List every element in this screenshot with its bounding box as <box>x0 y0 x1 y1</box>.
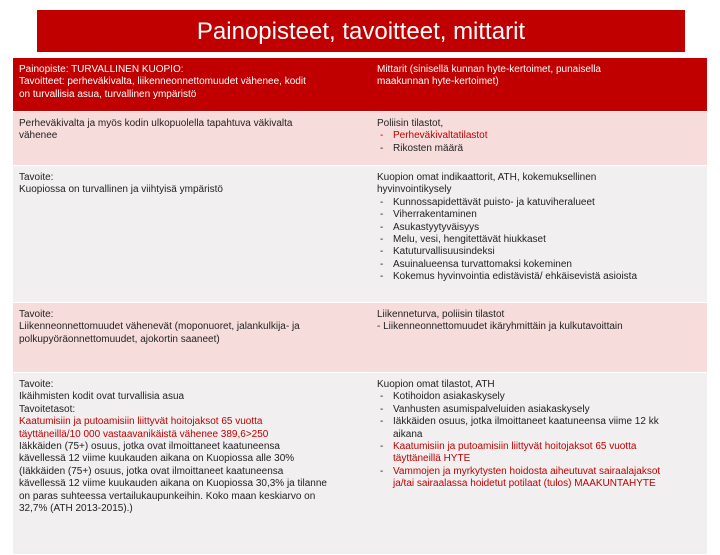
target-label: Tavoitetasot: <box>19 403 76 415</box>
header-focus-line: on turvallisia asua, turvallinen ympäristö <box>19 88 197 100</box>
metric-cell <box>371 303 707 373</box>
metric-title: Kuopion omat indikaattorit, ATH, kokemuksellinen <box>377 172 597 183</box>
goal-label: Tavoite: <box>19 172 54 183</box>
goal-cell <box>13 303 371 373</box>
header-metrics-line: maakunnan hyte-kertoimet) <box>377 76 499 88</box>
goal-cell <box>13 373 371 555</box>
target-text: Iäkkäiden (75+) osuus, jotka ovat ilmoittaneet kaatuneensa <box>19 441 280 453</box>
goal-cell <box>13 112 371 166</box>
metric-item: - Asuinalueensa turvattomaksi kokeminen <box>380 258 572 270</box>
metric-cell <box>371 112 707 166</box>
metric-item-cont: täyttäneillä HYTE <box>393 453 471 465</box>
goal-text: vähenee <box>19 130 58 142</box>
metric-item: - Asukastyytyväisyys <box>380 221 480 233</box>
table-row <box>13 373 707 555</box>
target-text: täyttäneillä/10 000 vastaavanikäistä vähenee 389,6>250 <box>19 428 269 440</box>
goal-text: Kuopiossa on turvallinen ja viihtyisä ympäristö <box>19 184 223 196</box>
goal-label: Tavoite: <box>19 309 54 320</box>
metric-item: - Melu, vesi, hengitettävät hiukkaset <box>380 234 546 246</box>
slide-title: Painopisteet, tavoitteet, mittarit <box>37 10 685 52</box>
metric-item: - Katuturvallisuusindeksi <box>380 246 495 258</box>
metric-item: - Viherrakentaminen <box>380 209 477 221</box>
goal-text: Perheväkivalta ja myös kodin ulkopuolella tapahtuva väkivalta <box>19 118 293 129</box>
metric-title: Poliisin tilastot, <box>377 118 444 129</box>
header-metrics-cell <box>371 58 707 112</box>
goal-cell <box>13 166 371 303</box>
target-text: kävellessä 12 viime kuukauden aikana on Kuopiossa alle 30% <box>19 453 295 465</box>
metric-cell <box>371 373 707 555</box>
metric-item-cont: aikana <box>393 428 423 440</box>
target-text: (Iäkkäiden (75+) osuus, jotka ovat ilmoittaneet kaatuneensa <box>19 465 284 477</box>
target-text: Kaatumisiin ja putoamisiin liittyvät hoitojaksot 65 vuotta <box>19 416 263 428</box>
metric-item: - Iäkkäiden osuus, jotka ilmoittaneet kaatuneensa viime 12 kk <box>380 416 659 428</box>
target-text: 32,7% (ATH 2013-2015).) <box>19 503 133 515</box>
metric-item: - Liikenneonnettomuudet ikäryhmittäin ja kulkutavoittain <box>377 321 623 333</box>
header-focus-line: Tavoitteet: perheväkivalta, liikenneonnettomuudet vähenee, kodit <box>19 76 306 88</box>
metric-item: - Kotihoidon asiakaskysely <box>380 391 505 403</box>
goal-text: polkupyöräonnettomuudet, ajokortin saaneet) <box>19 333 220 345</box>
metric-item: - Vanhusten asumispalveluiden asiakaskysely <box>380 403 590 415</box>
table-header-row <box>13 58 707 112</box>
target-text: on paras suhteessa vertailukaupunkeihin. Koko maan keskiarvo on <box>19 490 316 502</box>
metric-item: - Rikosten määrä <box>380 142 464 154</box>
header-focus-line: Painopiste: TURVALLINEN KUOPIO: <box>19 64 184 75</box>
metric-item: - Kokemus hyvinvointia edistävistä/ ehkäisevistä asioista <box>380 271 638 283</box>
header-focus-cell <box>13 58 371 112</box>
metric-item: - Kunnossapidettävät puisto- ja katuviheralueet <box>380 196 595 208</box>
target-text: kävellessä 12 viime kuukauden aikana on Kuopiossa 30,3% ja tilanne <box>19 478 327 490</box>
goals-table <box>13 58 707 555</box>
metric-title: hyvinvointikysely <box>377 184 452 196</box>
metric-item: - Perheväkivaltatilastot <box>380 130 488 142</box>
metric-title: Liikenneturva, poliisin tilastot <box>377 309 505 320</box>
metric-item: - Kaatumisiin ja putoamisiin liittyvät hoitojaksot 65 vuotta <box>380 441 637 453</box>
header-metrics-line: Mittarit (sinisellä kunnan hyte-kertoimet, punaisella <box>377 64 601 75</box>
goal-label: Tavoite: <box>19 379 54 390</box>
table-row <box>13 166 707 303</box>
goal-text: Liikenneonnettomuudet vähenevät (moponuoret, jalankulkija- ja <box>19 321 300 333</box>
metric-item: - Vammojen ja myrkytysten hoidosta aiheutuvat sairaalajaksot <box>380 465 661 477</box>
metric-title: Kuopion omat tilastot, ATH <box>377 379 495 390</box>
table-row <box>13 303 707 373</box>
table-row <box>13 112 707 166</box>
metric-cell <box>371 166 707 303</box>
goal-text: Ikäihmisten kodit ovat turvallisia asua <box>19 391 185 403</box>
metric-item-cont: ja/tai sairaalassa hoidetut potilaat (tulos) MAAKUNTAHYTE <box>393 478 656 490</box>
